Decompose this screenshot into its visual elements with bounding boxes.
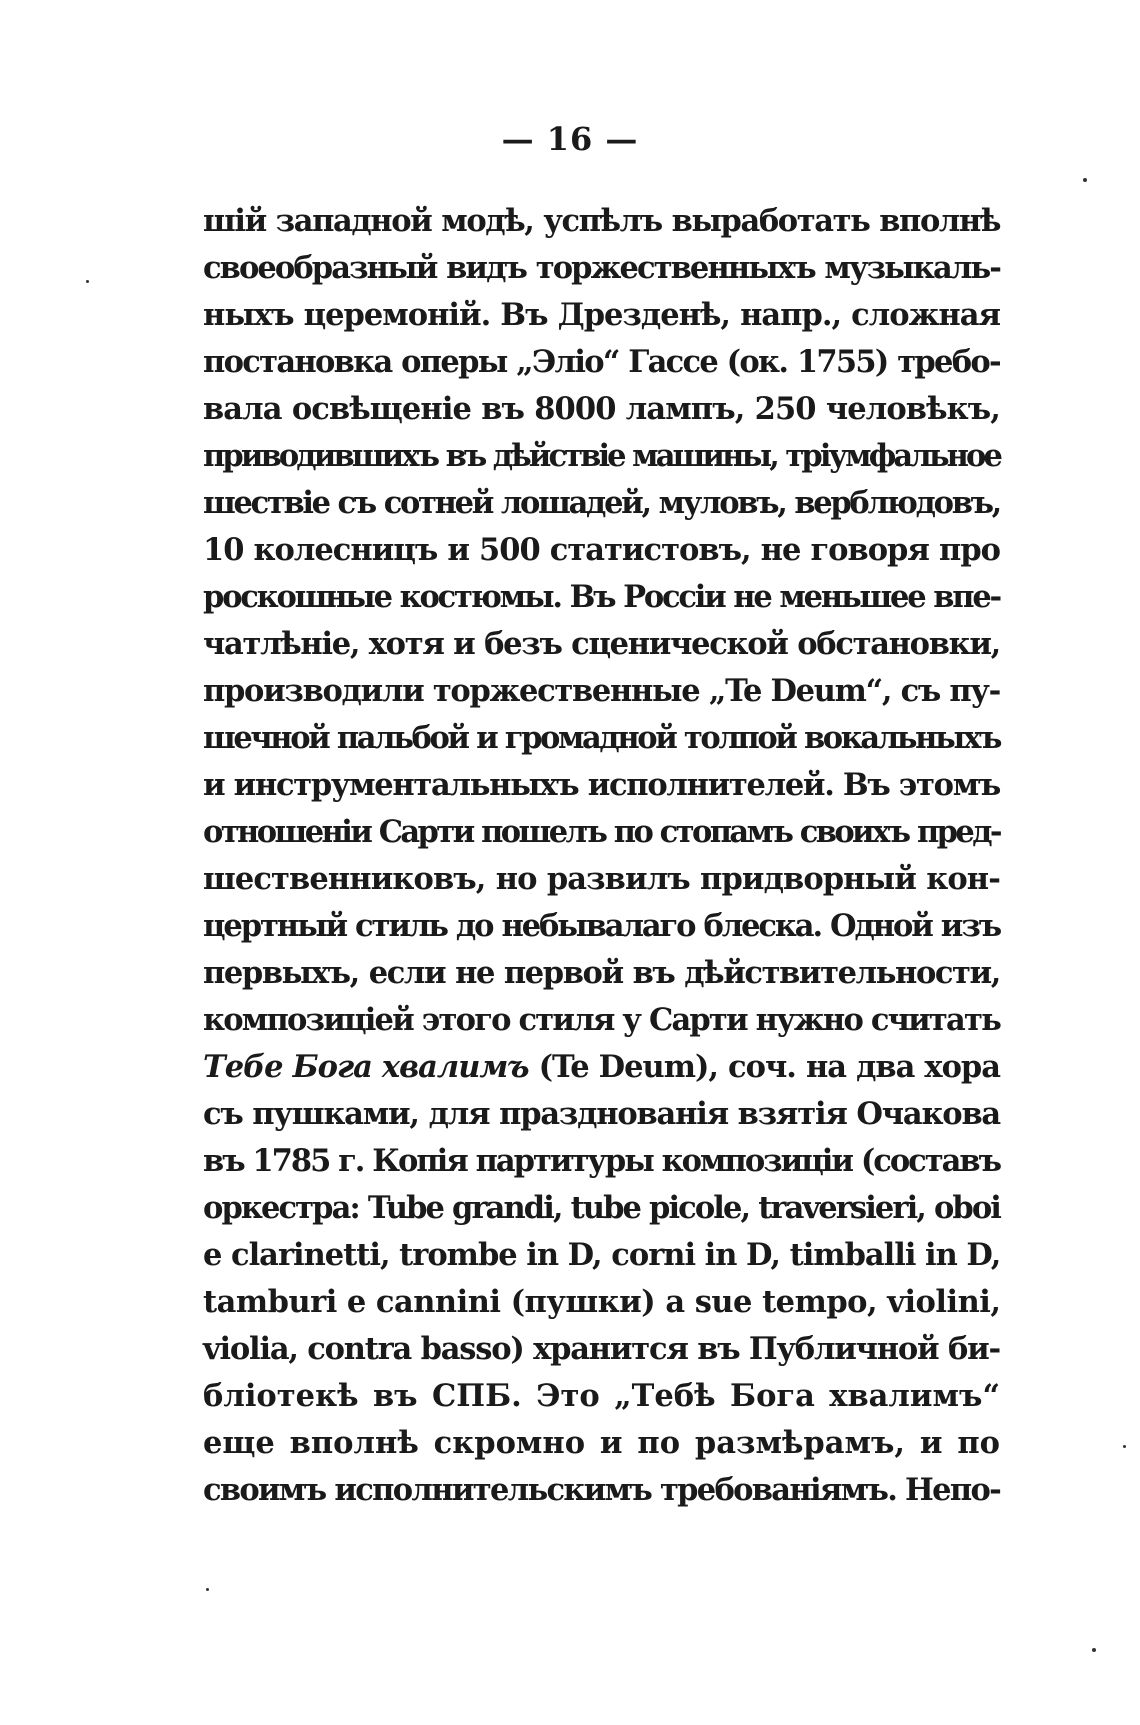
- scan-speck: [86, 280, 89, 283]
- text-line: вала освѣщеніе въ 8000 лампъ, 250 человѣкъ,: [203, 391, 1000, 427]
- text-line: отношеніи Сарти пошелъ по стопамъ своихъ пред-: [203, 814, 1000, 850]
- text-line: шественниковъ, но развилъ придворный кон-: [203, 861, 1000, 897]
- text-line: постановка оперы „Эліо“ Гассе (ок. 1755) требо-: [203, 344, 1000, 380]
- text-line: шій западной модѣ, успѣлъ выработать вполнѣ: [203, 203, 1000, 239]
- text-line: бліотекѣ въ СПБ. Это „Тебѣ Бога хвалимъ“: [203, 1378, 1000, 1414]
- text-line: шечной пальбой и громадной толпой вокальныхъ: [203, 720, 1000, 756]
- text-line: чатлѣніе, хотя и безъ сценической обстановки,: [203, 626, 1000, 662]
- text-line: и инструментальныхъ исполнителей. Въ этомъ: [203, 767, 1000, 803]
- text-line: съ пушками, для празднованія взятія Очакова: [203, 1096, 1000, 1132]
- scan-speck: [206, 1588, 209, 1591]
- text-line: приводившихъ въ дѣйствіе машины, тріумфальное: [203, 438, 1000, 474]
- text-line: цертный стиль до небывалаго блеска. Одной изъ: [203, 908, 1000, 944]
- text-line: своимъ исполнительскимъ требованіямъ. Непо-: [203, 1472, 1001, 1508]
- text-line: производили торжественные „Te Deum“, съ пу-: [203, 673, 1000, 709]
- text-line: шествіе съ сотней лошадей, муловъ, верблюдовъ,: [203, 485, 1000, 521]
- text-line-with-title: [203, 1044, 1000, 1091]
- text-line: своеобразный видъ торжественныхъ музыкаль-: [203, 250, 1000, 286]
- text-line: ныхъ церемоній. Въ Дрезденѣ, напр., сложная: [203, 297, 1000, 333]
- body-text: [203, 198, 1000, 1514]
- text-line: еще вполнѣ скромно и по размѣрамъ, и по: [203, 1425, 1000, 1461]
- scan-speck: [1092, 1648, 1096, 1652]
- text-line: композиціей этого стиля у Сарти нужно считать: [203, 1002, 1000, 1038]
- scan-speck: [1123, 1445, 1126, 1448]
- scan-speck: [1083, 178, 1087, 182]
- text-line: e clarinetti, trombe in D, corni in D, timballi in D,: [203, 1237, 1001, 1273]
- page-number: — 16 —: [501, 120, 639, 158]
- text-line: tamburi e cannini (пушки) a sue tempo, violini,: [203, 1284, 1001, 1320]
- text-line: въ 1785 г. Копія партитуры композиціи (составъ: [203, 1143, 1000, 1179]
- text-line: violia, contra basso) хранится въ Публичной би-: [203, 1331, 1000, 1367]
- text-line: первыхъ, если не первой въ дѣйствительности,: [203, 955, 1000, 991]
- text-line: оркестра: Tube grandi, tube picole, traversieri, oboi: [203, 1190, 1000, 1226]
- text-line-rest: (Te Deum), соч. на два хора: [528, 1049, 1000, 1085]
- text-line: 10 колесницъ и 500 статистовъ, не говоря про: [203, 532, 1000, 568]
- text-line: роскошные костюмы. Въ Россіи не меньшее впе-: [203, 579, 1000, 615]
- work-title-italic: Тебе Бога хвалимъ: [203, 1049, 529, 1085]
